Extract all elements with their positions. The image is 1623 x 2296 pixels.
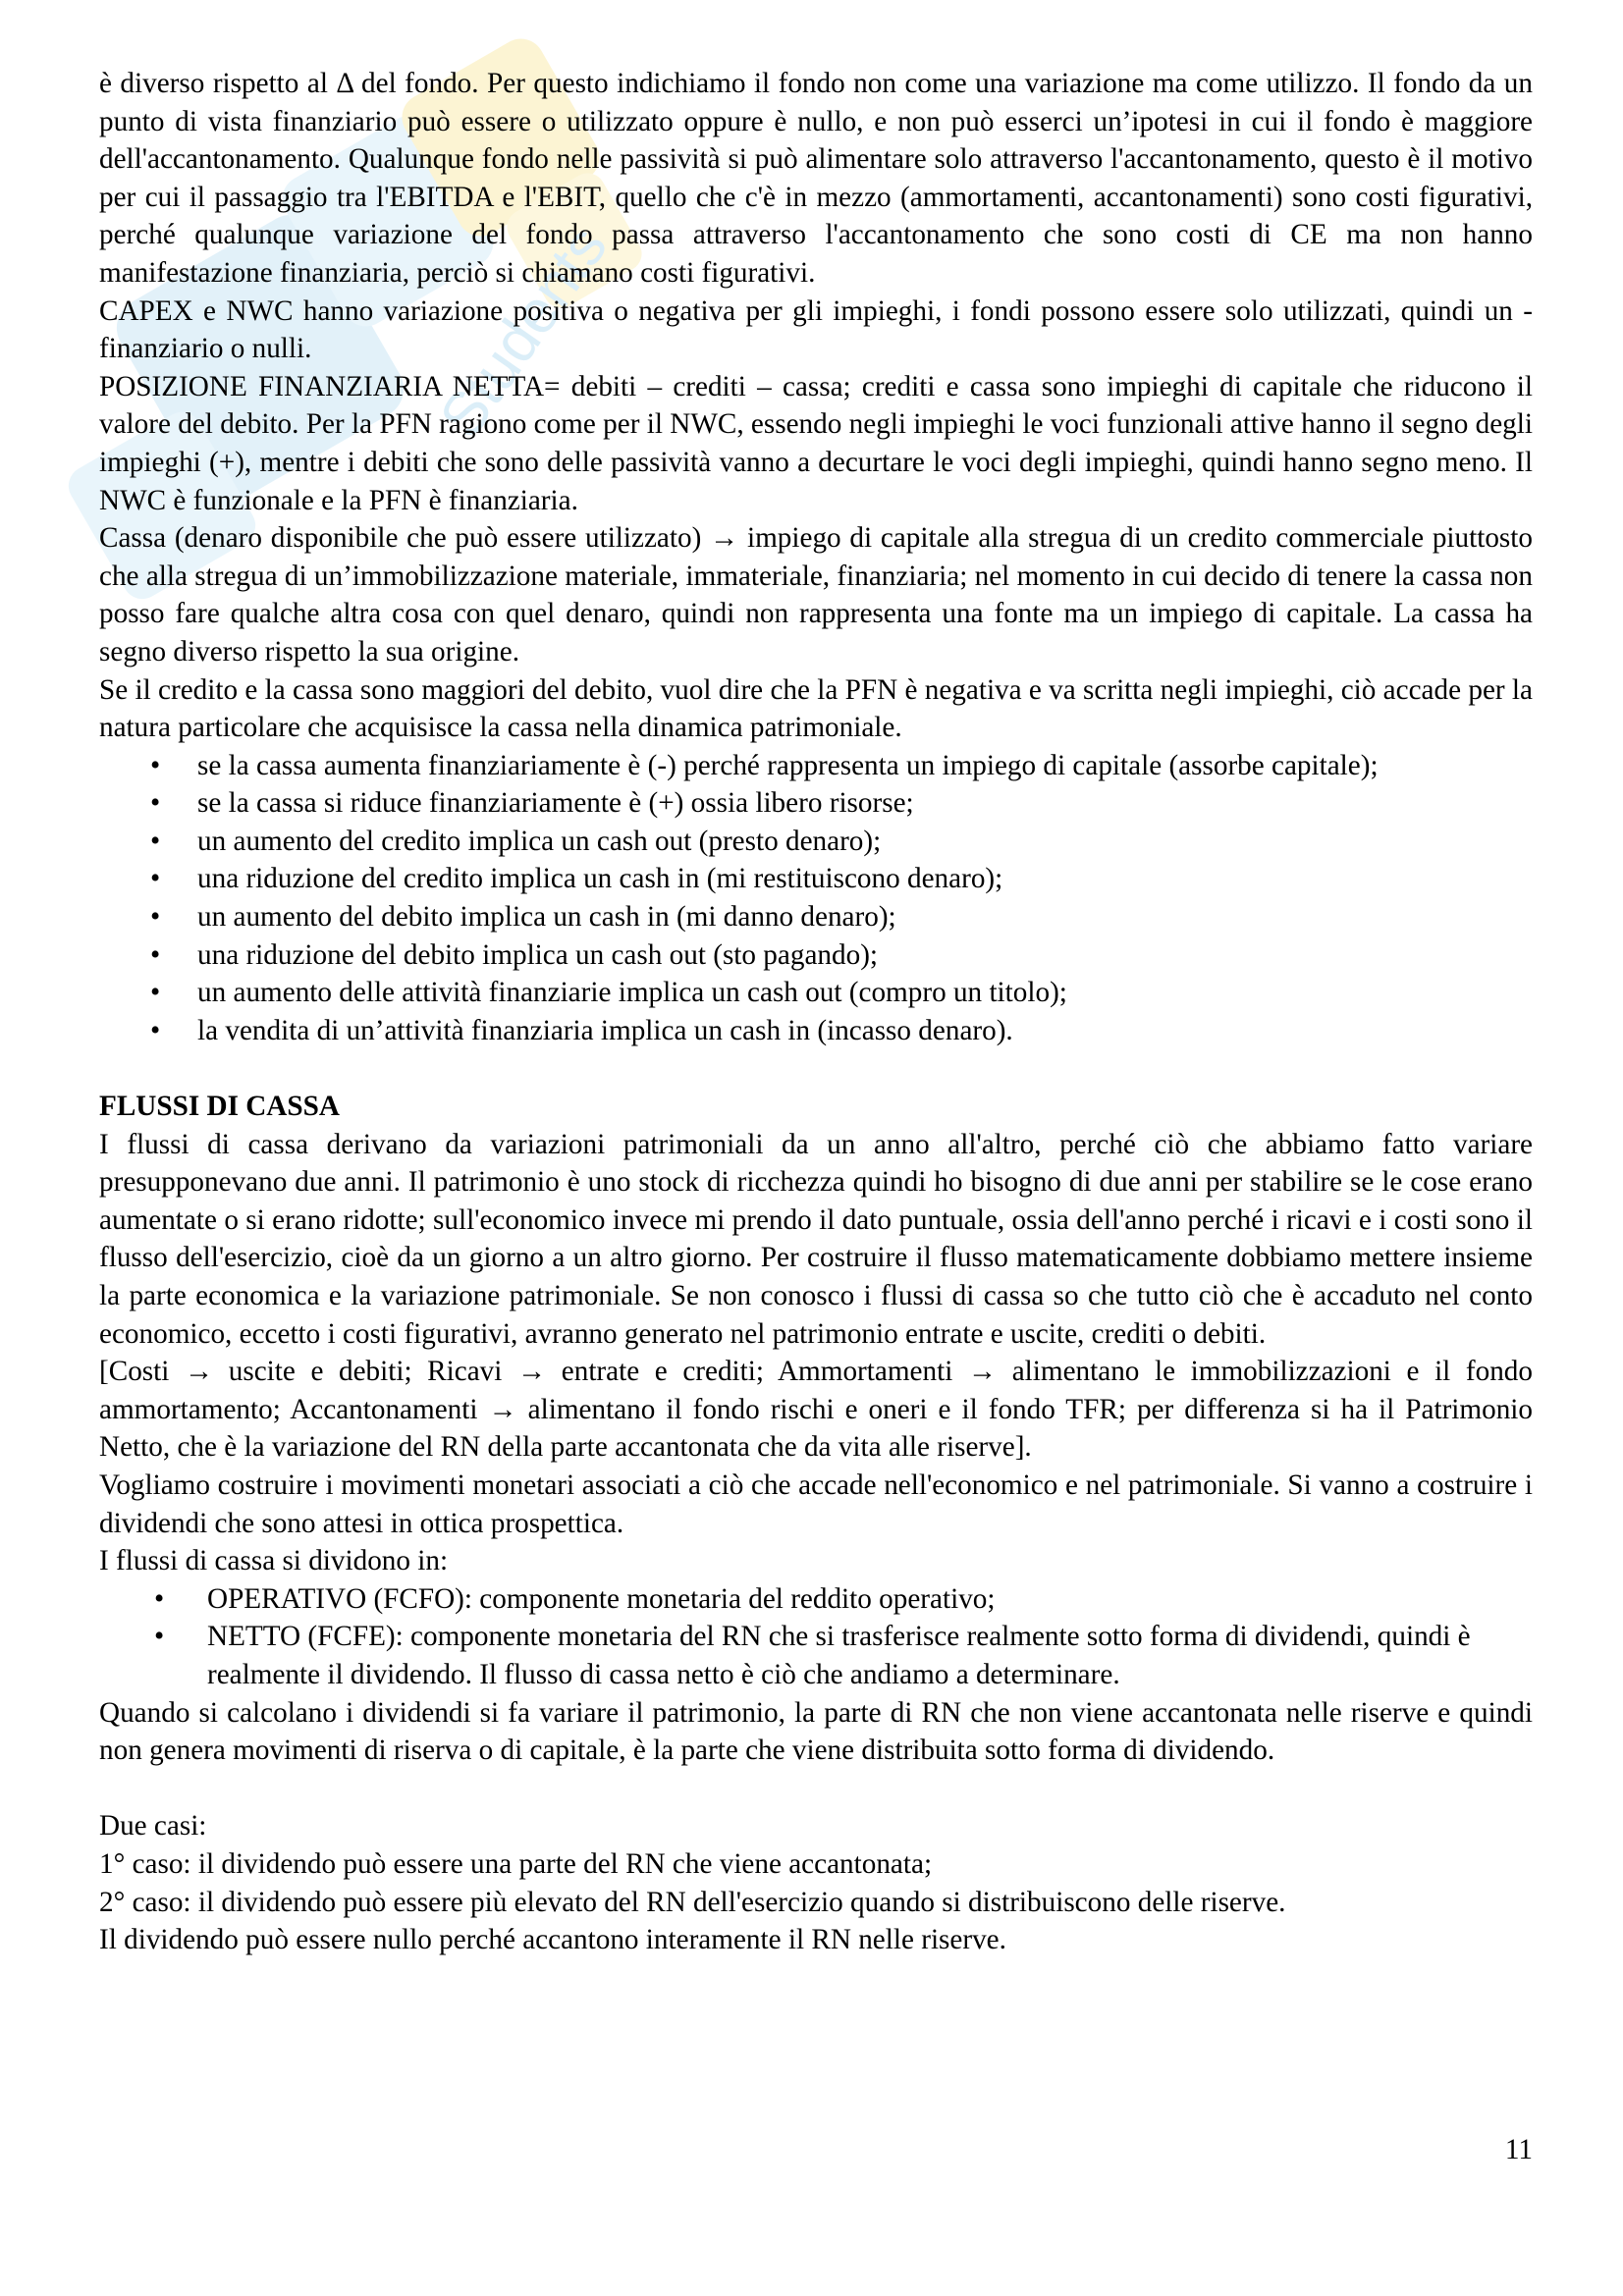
paragraph-caso-1: 1° caso: il dividendo può essere una parte del RN che viene accantonata; [99,1847,933,1880]
spacer [99,1770,1533,1808]
list-item: • NETTO (FCFE): componente monetaria del RN che si trasferisce realmente sotto forma di dividendi, quindi è realmente il dividendo. Il flusso di cassa netto è ciò che andiamo a determinare. [99,1618,1533,1693]
paragraph-movimenti: Vogliamo costruire i movimenti monetari associati a ciò che accade nell'economico e nel patrimoniale. Si vanno a costruire i dividendi che sono attesi in ottica prospettica. [99,1468,1533,1539]
list-item: • una riduzione del debito implica un cash out (sto pagando); [99,936,1533,975]
paragraph-cassa: Cassa (denaro disponibile che può essere utilizzato) → impiego di capitale alla stregua di un credito commerciale piuttosto che alla stregua di un’immobilizzazione materiale, immateriale, finanziaria; nel momento in cui decido di tenere la cassa non posso fare qualche altra cosa con quel denaro, quindi non rappresenta una fonte ma un impiego di capitale. La cassa ha segno diverso rispetto la sua origine. [99,522,1533,667]
spacer [99,1049,1533,1088]
watermark-text: Students [426,213,621,451]
list-item: • OPERATIVO (FCFO): componente monetaria del reddito operativo; [99,1580,1533,1619]
list-item: • un aumento delle attività finanziarie implica un cash out (compro un titolo); [99,974,1533,1012]
paragraph-flussi-intro: I flussi di cassa derivano da variazioni patrimoniali da un anno all'altro, perché ciò che abbiamo fatto variare presupponevano due anni. Il patrimonio è uno stock di ricchezza quindi ho bisogno di due anni per stabilire se le cose erano aumentate o si erano ridotte; sull'economico invece mi prendo il dato puntuale, ossia dell'anno perché i ricavi e i costi sono il flusso dell'esercizio, cioè da un giorno a un altro giorno. Per costruire il flusso matematicamente dobbiamo mettere insieme la parte economica e la variazione patrimoniale. Se non conosco i flussi di cassa so che tutto ciò che è accaduto nel conto economico, eccetto i costi figurativi, avranno generato nel patrimonio entrate e uscite, crediti o debiti. [99,1128,1533,1350]
list-item: • una riduzione del credito implica un cash in (mi restituiscono denaro); [99,860,1533,898]
paragraph-caso-2: 2° caso: il dividendo può essere più elevato del RN dell'esercizio quando si distribuiscono delle riserve. [99,1886,1286,1918]
section-heading: FLUSSI DI CASSA [99,1091,340,1123]
paragraph-costi-ricavi: [Costi → uscite e debiti; Ricavi → entrate e crediti; Ammortamenti → alimentano le immobilizzazioni e il fondo ammortamento; Accantonamenti → alimentano il fondo rischi e oneri e il fondo TFR; per differenza si ha il Patrimonio Netto, che è la variazione del RN della parte accantonata che da vita alle riserve]. [99,1356,1533,1464]
paragraph-pfn-negativa: Se il credito e la cassa sono maggiori del debito, vuol dire che la PFN è negativa e va scritta negli impieghi, ciò accade per la natura particolare che acquisisce la cassa nella dinamica patrimoniale. [99,673,1533,744]
list-item: • la vendita di un’attività finanziaria implica un cash in (incasso denaro). [99,1012,1533,1050]
list-item: • un aumento del credito implica un cash out (presto denaro); [99,823,1533,861]
paragraph-capex-nwc: CAPEX e NWC hanno variazione positiva o negativa per gli impieghi, i fondi possono essere solo utilizzati, quindi un - finanziario o nulli. [99,294,1533,365]
page-content [99,65,1533,1959]
list-item: • se la cassa si riduce finanziariamente è (+) ossia libero risorse; [99,784,1533,823]
paragraph-fondo: è diverso rispetto al Δ del fondo. Per questo indichiamo il fondo non come una variazione ma come utilizzo. Il fondo da un punto di vista finanziario può essere o utilizzato oppure è nullo, e non può esserci un’ipotesi in cui il fondo è maggiore dell'accantonamento. Qualunque fondo nelle passività si può alimentare solo attraverso l'accantonamento, questo è il motivo per cui il passaggio tra l'EBITDA e l'EBIT, quello che c'è in mezzo (ammortamenti, accantonamenti) sono costi figurativi, perché qualunque variazione del fondo passa attraverso l'accantonamento che sono costi di CE ma non hanno manifestazione finanziaria, perciò si chiamano costi figurativi. [99,68,1533,289]
cash-rules-list [99,747,1533,1050]
paragraph-due-casi: Due casi: [99,1810,207,1842]
paragraph-dividendi: Quando si calcolano i dividendi si fa variare il patrimonio, la parte di RN che non viene accantonata nelle riserve e quindi non genera movimenti di riserva o di capitale, è la parte che viene distribuita sotto forma di dividendo. [99,1696,1533,1767]
paragraph-flussi-divisione: I flussi di cassa si dividono in: [99,1545,449,1577]
cash-flow-types-list [99,1580,1533,1694]
list-item: • un aumento del debito implica un cash in (mi danno denaro); [99,898,1533,936]
list-item: • se la cassa aumenta finanziariamente è (-) perché rappresenta un impiego di capitale (assorbe capitale); [99,747,1533,785]
paragraph-dividendo-nullo: Il dividendo può essere nullo perché accantono interamente il RN nelle riserve. [99,1924,1006,1956]
page-number: 11 [1504,2134,1533,2165]
paragraph-pfn: POSIZIONE FINANZIARIA NETTA= debiti – crediti – cassa; crediti e cassa sono impieghi di capitale che riducono il valore del debito. Per la PFN ragiono come per il NWC, essendo negli impieghi le voci funzionali attive hanno il segno degli impieghi (+), mentre i debiti che sono delle passività vanno a decurtare le voci degli impieghi, quindi hanno segno meno. Il NWC è funzionale e la PFN è finanziaria. [99,370,1533,516]
